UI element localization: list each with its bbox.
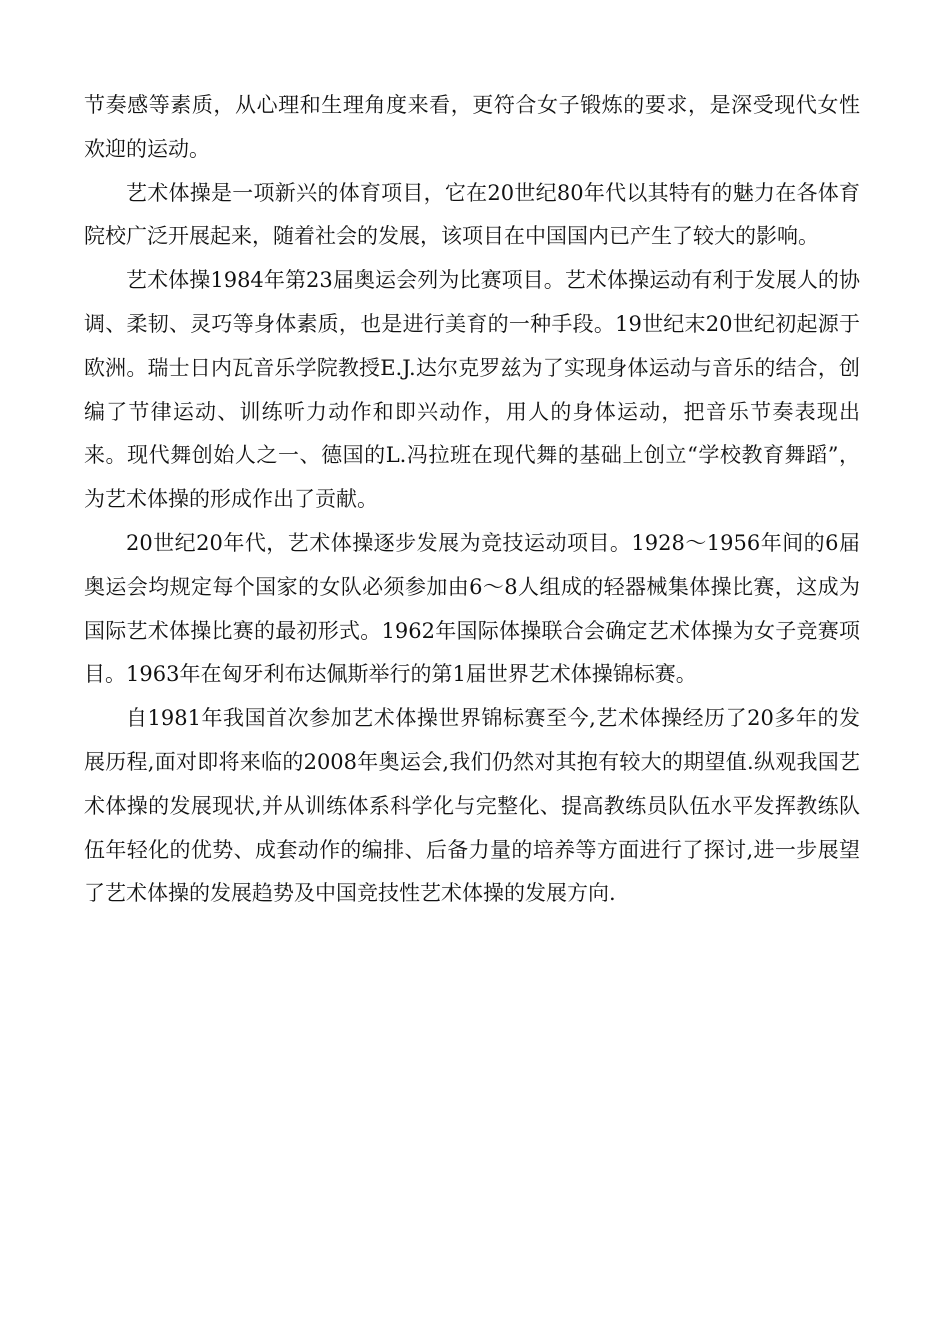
paragraph-continuation: 节奏感等素质，从心理和生理角度来看，更符合女子锻炼的要求，是深受现代女性欢迎的运动。 <box>84 93 860 161</box>
paragraph-introduction: 艺术体操是一项新兴的体育项目，它在20世纪80年代以其特有的魅力在各体育院校广泛开展起来，随着社会的发展，该项目在中国国内已产生了较大的影响。 <box>84 180 860 249</box>
paragraph-competition-history: 20世纪20年代，艺术体操逐步发展为竞技运动项目。1928～1956年间的6届奥运会均规定每个国家的女队必须参加由6～8人组成的轻器械集体操比赛，这成为国际艺术体操比赛的最初形式。1962年国际体操联合会确定艺术体操为女子竞赛项目。1963年在匈牙利布达佩斯举行的第1届世界艺术体操锦标赛。 <box>84 530 860 687</box>
paragraph-origin: 艺术体操1984年第23届奥运会列为比赛项目。艺术体操运动有利于发展人的协调、柔韧、灵巧等身体素质，也是进行美育的一种手段。19世纪末20世纪初起源于欧洲。瑞士日内瓦音乐学院教授E.J.达尔克罗兹为了实现身体运动与音乐的结合，创编了节律运动、训练听力动作和即兴动作，用人的身体运动，把音乐节奏表现出来。现代舞创始人之一、德国的L.冯拉班在现代舞的基础上创立“学校教育舞蹈”，为艺术体操的形成作出了贡献。 <box>84 268 860 512</box>
document-body <box>84 84 860 916</box>
paragraph-china-development: 自1981年我国首次参加艺术体操世界锦标赛至今,艺术体操经历了20多年的发展历程,面对即将来临的2008年奥运会,我们仍然对其抱有较大的期望值.纵观我国艺术体操的发展现状,并从训练体系科学化与完整化、提高教练员队伍水平发挥教练队伍年轻化的优势、成套动作的编排、后备力量的培养等方面进行了探讨,进一步展望了艺术体操的发展趋势及中国竞技性艺术体操的发展方向. <box>84 706 860 906</box>
